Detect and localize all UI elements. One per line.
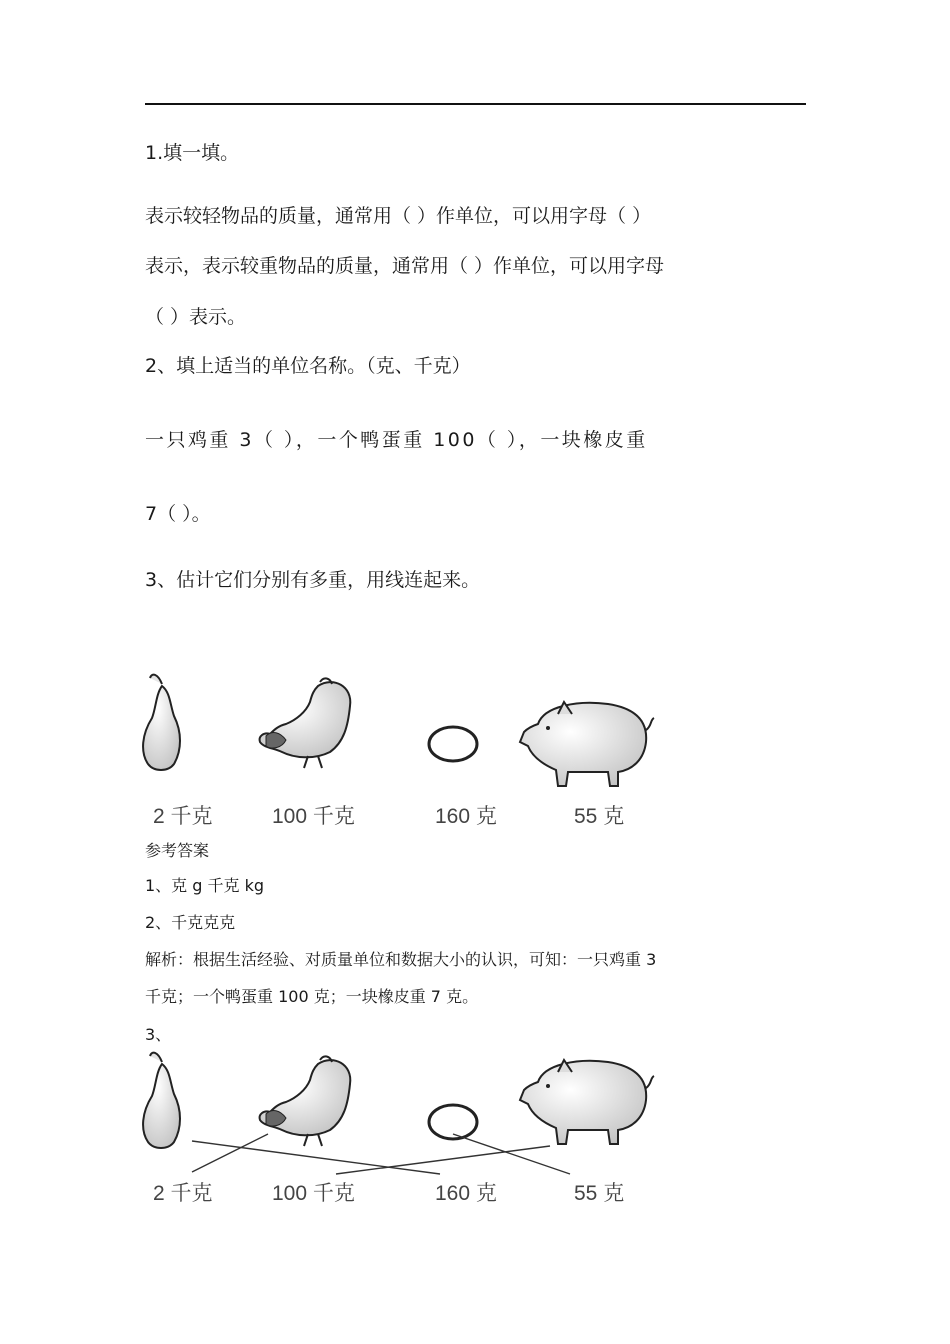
egg-icon — [429, 1105, 477, 1139]
q3-pictures — [140, 672, 670, 782]
answer-1: 1、克 g 千克 kg — [145, 876, 265, 895]
line-egg-55g — [453, 1134, 570, 1174]
chicken-icon — [260, 1056, 351, 1146]
answer-3: 3、 — [145, 1025, 172, 1044]
q2-line1: 一只鸡重 3（ ），一个鸭蛋重 100（ ），一块橡皮重 — [145, 429, 648, 451]
q3-label-2kg: 2 千克 — [153, 805, 213, 828]
connecting-lines — [192, 1134, 570, 1174]
pear-icon — [143, 1053, 180, 1148]
q3-title: 3、估计它们分别有多重，用线连起来。 — [145, 569, 481, 591]
answer-label-160g: 160 克 — [435, 1182, 497, 1205]
answer-label-100kg: 100 千克 — [272, 1182, 355, 1205]
answer-2: 2、千克克克 — [145, 913, 236, 932]
answer-label-2kg: 2 千克 — [153, 1182, 213, 1205]
answer-label-55g: 55 克 — [574, 1182, 625, 1205]
chicken-icon — [260, 678, 351, 768]
answer-explain-line2: 千克；一个鸭蛋重 100 克；一块橡皮重 7 克。 — [145, 987, 479, 1006]
line-chicken-2kg — [192, 1134, 268, 1172]
answer-explain-line1: 解析：根据生活经验、对质量单位和数据大小的认识，可知：一只鸡重 3 — [145, 950, 657, 969]
pig-icon — [520, 702, 654, 786]
line-pear-160g — [192, 1141, 440, 1174]
answers-heading: 参考答案 — [145, 841, 210, 860]
answer-pictures — [140, 1050, 670, 1160]
q1-line2: 表示，表示较重物品的质量，通常用（ ）作单位，可以用字母 — [145, 255, 665, 277]
line-pig-100kg — [336, 1146, 550, 1174]
pig-icon — [520, 1060, 654, 1144]
q2-line2: 7（ ）。 — [145, 503, 211, 525]
q3-label-55g: 55 克 — [574, 805, 625, 828]
q1-title: 1.填一填。 — [145, 142, 240, 164]
q3-label-100kg: 100 千克 — [272, 805, 355, 828]
egg-icon — [429, 727, 477, 761]
header-rule — [145, 103, 806, 105]
q3-label-160g: 160 克 — [435, 805, 497, 828]
q2-title: 2、填上适当的单位名称。（克、千克） — [145, 355, 471, 377]
pear-icon — [143, 675, 180, 770]
q1-line1: 表示较轻物品的质量，通常用（ ）作单位，可以用字母（ ） — [145, 205, 652, 227]
q1-line3: （ ）表示。 — [145, 306, 247, 328]
